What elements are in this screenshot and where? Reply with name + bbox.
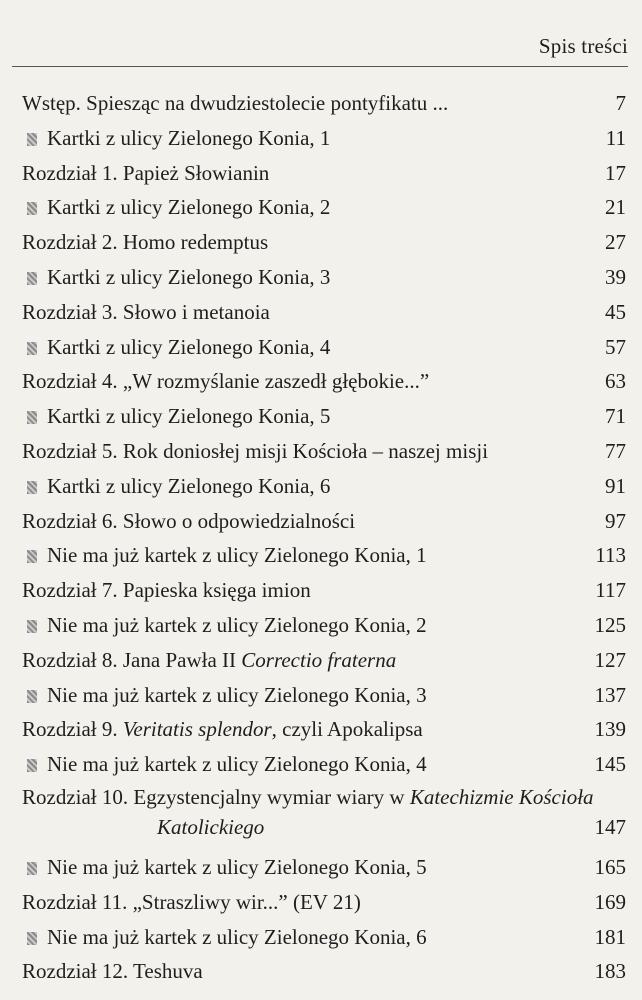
toc-entry-text: Nie ma już kartek z ulicy Zielonego Konia, 5 bbox=[47, 854, 427, 879]
toc-entry-italic-text: Correctio fraterna bbox=[241, 647, 397, 672]
toc-entry-title bbox=[22, 295, 270, 329]
toc-page-number: 7 bbox=[615, 91, 626, 115]
toc-page-number: 147 bbox=[594, 814, 626, 839]
square-bullet-icon bbox=[27, 342, 37, 355]
square-bullet-icon bbox=[27, 202, 37, 215]
toc-entry-title bbox=[22, 885, 361, 919]
toc-subentry bbox=[22, 608, 626, 643]
toc-chapter bbox=[22, 504, 626, 539]
toc-page-number: 125 bbox=[594, 612, 626, 637]
toc-subentry bbox=[22, 330, 626, 365]
toc-entry-title bbox=[22, 156, 269, 190]
toc-chapter bbox=[22, 364, 626, 399]
toc-subentry bbox=[22, 538, 626, 573]
toc-entry-text: Rozdział 10. Egzystencjalny wymiar wiary w bbox=[22, 784, 410, 809]
square-bullet-icon bbox=[27, 481, 37, 494]
toc-entry-text: Kartki z ulicy Zielonego Konia, 2 bbox=[47, 195, 331, 220]
toc-subentry bbox=[22, 850, 626, 885]
toc-page-number: 91 bbox=[605, 473, 626, 498]
square-bullet-icon bbox=[27, 862, 37, 875]
toc-page-number: 165 bbox=[594, 854, 626, 879]
running-head: Spis treści bbox=[538, 34, 628, 58]
toc-chapter bbox=[22, 573, 626, 608]
toc-page-number: 45 bbox=[605, 299, 626, 324]
toc-chapter bbox=[22, 434, 626, 469]
toc-entry-title bbox=[22, 364, 429, 398]
toc-entry-title bbox=[27, 538, 427, 572]
toc-subentry bbox=[22, 399, 626, 434]
toc-page-number: 57 bbox=[605, 334, 626, 359]
toc-entry-text: Nie ma już kartek z ulicy Zielonego Konia, 1 bbox=[47, 543, 427, 568]
toc-page-number: 181 bbox=[594, 924, 626, 949]
toc-chapter bbox=[22, 885, 626, 920]
toc-entry-text: Wstęp. Spiesząc na dwudziestolecie pontyfikatu ... bbox=[22, 91, 449, 115]
toc-entry-text: Nie ma już kartek z ulicy Zielonego Konia, 6 bbox=[47, 924, 427, 949]
toc-subentry bbox=[22, 920, 626, 955]
toc-entry-text: Rozdział 2. Homo redemptus bbox=[22, 230, 269, 255]
toc-page-number: 183 bbox=[594, 959, 626, 984]
square-bullet-icon bbox=[27, 272, 37, 285]
toc-chapter bbox=[22, 954, 626, 989]
toc-entry-title bbox=[22, 434, 488, 468]
toc-page-number: 39 bbox=[605, 264, 626, 289]
toc-entry-text: Nie ma już kartek z ulicy Zielonego Konia, 2 bbox=[47, 612, 427, 637]
toc-entry-text: Kartki z ulicy Zielonego Konia, 6 bbox=[47, 473, 331, 498]
toc-page-number: 145 bbox=[594, 752, 626, 777]
toc-subentry bbox=[22, 190, 626, 225]
toc-entry-text: Rozdział 4. „W rozmyślanie zaszedł głębokie...” bbox=[22, 369, 430, 394]
toc-entry-title bbox=[27, 121, 330, 155]
toc-entry-text: Rozdział 7. Papieska księga imion bbox=[22, 578, 311, 603]
toc-subentry bbox=[22, 469, 626, 504]
square-bullet-icon bbox=[27, 411, 37, 424]
toc-chapter bbox=[22, 225, 626, 260]
toc-chapter bbox=[22, 295, 626, 330]
toc-subentry bbox=[22, 678, 626, 713]
toc-page-number: 11 bbox=[605, 125, 626, 150]
toc-chapter bbox=[22, 156, 626, 191]
toc-entry-text: Rozdział 9. bbox=[22, 717, 123, 742]
toc-chapter bbox=[22, 86, 626, 121]
toc-entry-text: Kartki z ulicy Zielonego Konia, 1 bbox=[47, 125, 331, 150]
toc-entry-text: Kartki z ulicy Zielonego Konia, 4 bbox=[47, 334, 331, 359]
toc-entry-text: Rozdział 1. Papież Słowianin bbox=[22, 160, 270, 185]
toc-page-number: 17 bbox=[605, 160, 626, 185]
toc-entry-title bbox=[27, 330, 330, 364]
square-bullet-icon bbox=[27, 932, 37, 945]
square-bullet-icon bbox=[27, 133, 37, 146]
toc-entry-title bbox=[27, 608, 427, 642]
square-bullet-icon bbox=[27, 550, 37, 563]
toc-entry-text: Rozdział 8. Jana Pawła II bbox=[22, 647, 242, 672]
square-bullet-icon bbox=[27, 690, 37, 703]
toc-entry-title bbox=[27, 850, 427, 884]
toc-entry-text: Kartki z ulicy Zielonego Konia, 5 bbox=[47, 404, 331, 429]
toc-entry-text: Rozdział 11. „Straszliwy wir...” (EV 21) bbox=[22, 889, 361, 914]
toc-entry-title bbox=[27, 920, 427, 954]
toc-entry-text: Nie ma już kartek z ulicy Zielonego Konia, 3 bbox=[47, 682, 427, 707]
toc-page-number: 139 bbox=[594, 717, 626, 742]
toc-page-number: 77 bbox=[605, 438, 626, 463]
toc-page-number: 21 bbox=[605, 195, 626, 220]
toc-entry-second-line: Katolickiego bbox=[157, 814, 265, 839]
toc-entry-title bbox=[27, 678, 427, 712]
toc-subentry bbox=[22, 121, 626, 156]
toc-page-number: 71 bbox=[605, 404, 626, 429]
toc-entry-title bbox=[22, 954, 203, 988]
toc-entry-text: Rozdział 5. Rok doniosłej misji Kościoła – naszej misji bbox=[22, 438, 489, 463]
toc-subentry bbox=[22, 747, 626, 782]
toc-entry-text: Kartki z ulicy Zielonego Konia, 3 bbox=[47, 264, 331, 289]
toc-entry-title bbox=[27, 190, 330, 224]
toc-page-number: 137 bbox=[594, 682, 626, 707]
toc-entry-title bbox=[27, 469, 330, 503]
toc-entry-italic-text: Katechizmie Kościoła bbox=[409, 784, 594, 809]
toc-subentry bbox=[22, 260, 626, 295]
toc-entry-title bbox=[27, 260, 330, 294]
toc-chapter bbox=[22, 712, 626, 747]
toc-entry-title bbox=[22, 643, 396, 677]
toc-page-number: 127 bbox=[594, 647, 626, 672]
toc-entry-text: Rozdział 3. Słowo i metanoia bbox=[22, 299, 270, 324]
toc-entry-title bbox=[27, 399, 330, 433]
toc-chapter bbox=[22, 643, 626, 678]
toc-chapter bbox=[22, 782, 626, 850]
toc-page-number: 117 bbox=[595, 578, 626, 603]
toc-page-number: 113 bbox=[595, 543, 626, 568]
toc-entry-title bbox=[22, 504, 355, 538]
toc-entry-title bbox=[22, 573, 311, 607]
table-of-contents bbox=[22, 86, 626, 989]
square-bullet-icon bbox=[27, 620, 37, 633]
toc-entry-text: Rozdział 6. Słowo o odpowiedzialności bbox=[22, 508, 356, 533]
toc-entry-title bbox=[22, 225, 268, 259]
toc-page-number: 63 bbox=[605, 369, 626, 394]
header-rule bbox=[12, 66, 628, 67]
toc-entry-text-tail: , czyli Apokalipsa bbox=[271, 717, 423, 742]
toc-entry-text: Nie ma już kartek z ulicy Zielonego Konia, 4 bbox=[47, 752, 427, 777]
toc-entry-title bbox=[22, 782, 594, 842]
toc-entry-text: Rozdział 12. Teshuva bbox=[22, 959, 203, 984]
toc-entry-title bbox=[22, 712, 423, 746]
toc-page-number: 27 bbox=[605, 230, 626, 255]
toc-entry-title bbox=[27, 747, 427, 781]
toc-entry-italic-text: Veritatis splendor bbox=[122, 717, 272, 742]
toc-page-number: 169 bbox=[594, 889, 626, 914]
square-bullet-icon bbox=[27, 759, 37, 772]
toc-entry-title bbox=[22, 86, 448, 120]
toc-page-number: 97 bbox=[605, 508, 626, 533]
